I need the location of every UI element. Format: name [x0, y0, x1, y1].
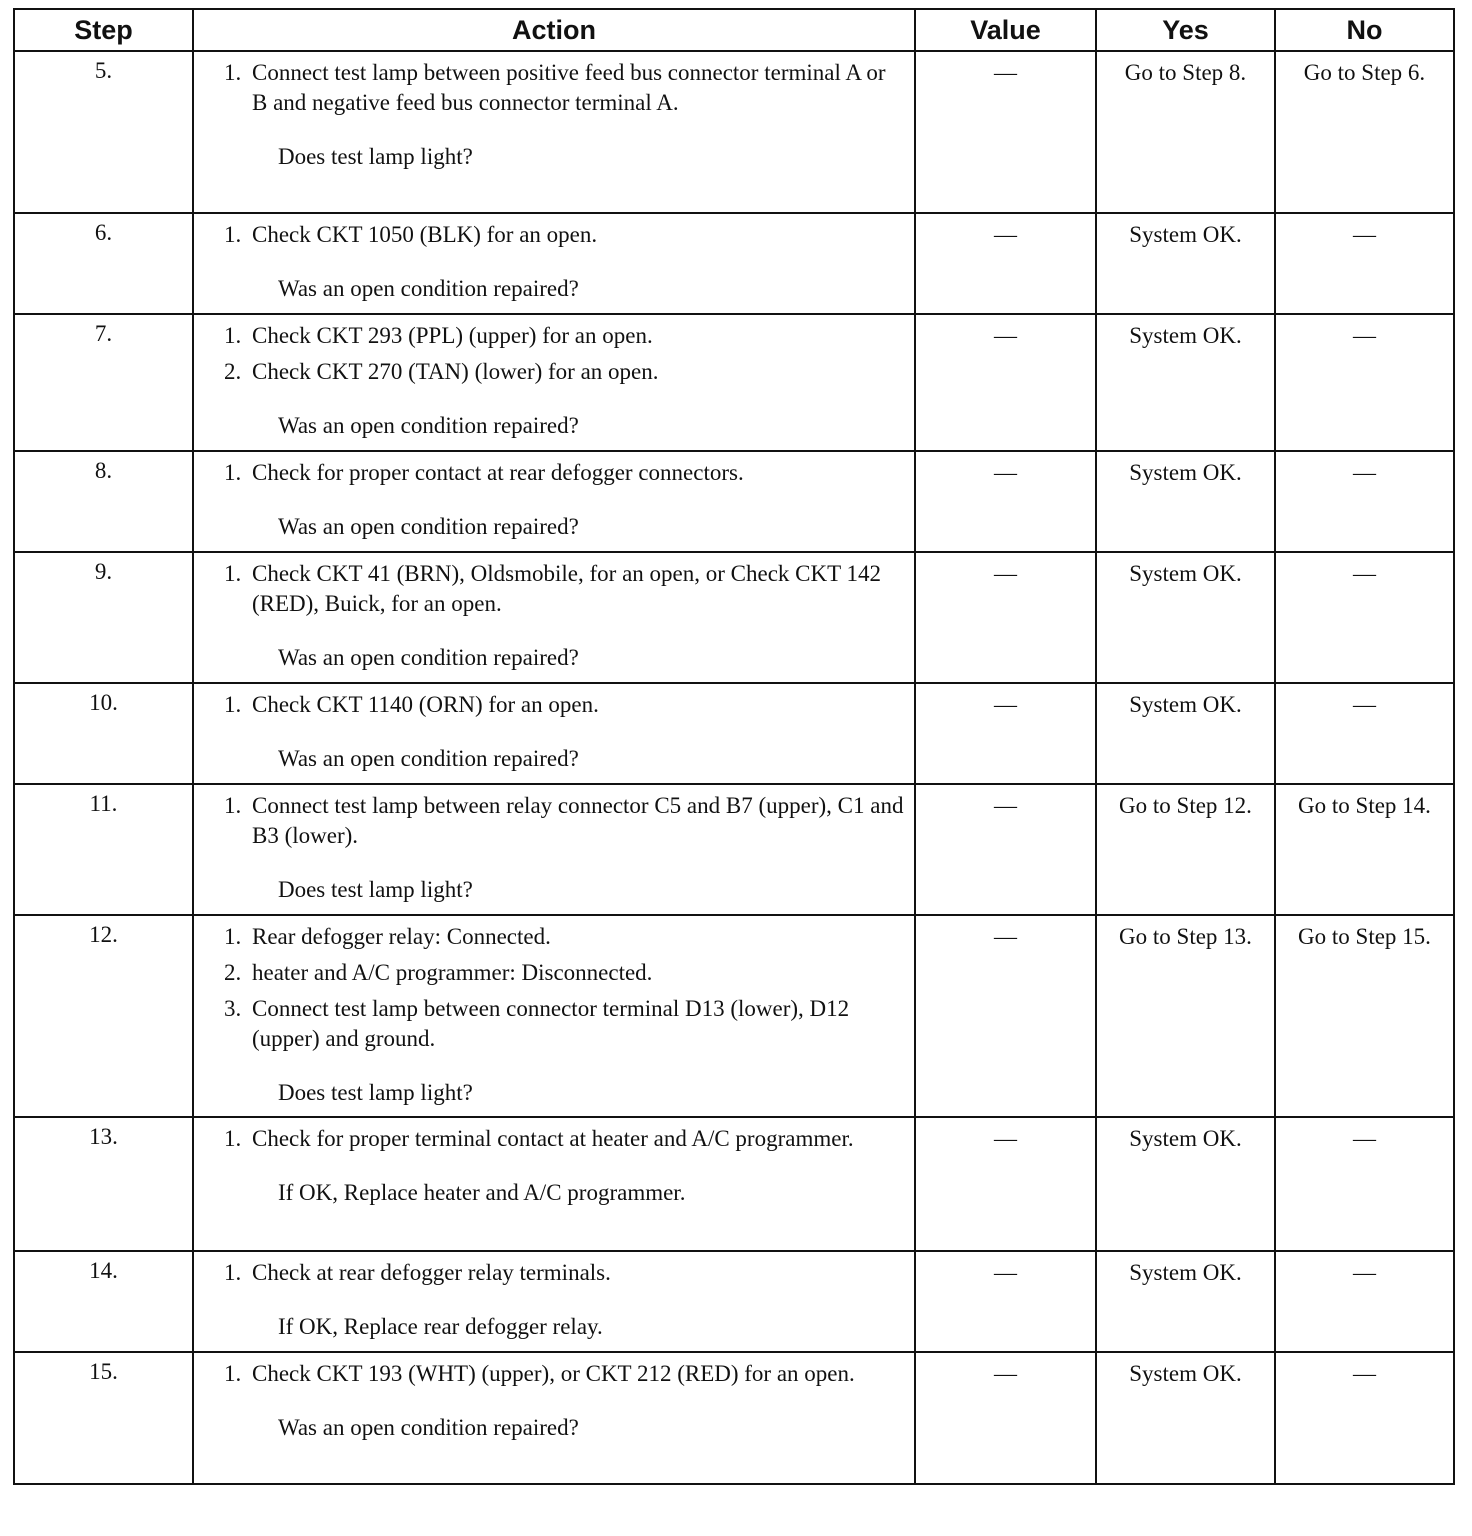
- header-action: Action: [193, 9, 915, 51]
- step-number: 7.: [14, 314, 193, 451]
- action-item-number: 1.: [223, 1260, 242, 1285]
- value-cell: —: [915, 784, 1096, 915]
- no-cell: —: [1275, 552, 1454, 683]
- no-cell: —: [1275, 1352, 1454, 1484]
- action-cell: [193, 683, 915, 784]
- action-item-text: Check CKT 1050 (BLK) for an open.: [251, 222, 598, 247]
- step-number: 5.: [14, 51, 193, 213]
- action-cell: [193, 1352, 915, 1484]
- no-cell: —: [1275, 213, 1454, 314]
- action-question: Does test lamp light?: [277, 877, 473, 902]
- action-list: [224, 58, 906, 118]
- action-item: [224, 1359, 906, 1389]
- action-item: [224, 220, 906, 250]
- action-item-number: 3.: [223, 996, 242, 1021]
- table-row: [14, 784, 1454, 915]
- table-row: [14, 451, 1454, 552]
- action-cell: [193, 1117, 915, 1251]
- action-question: Was an open condition repaired?: [277, 746, 579, 771]
- action-question: Was an open condition repaired?: [277, 1415, 579, 1440]
- action-item: [224, 559, 906, 619]
- no-cell: Go to Step 14.: [1275, 784, 1454, 915]
- action-item-text: Rear defogger relay: Connected.: [251, 924, 551, 949]
- action-question: Was an open condition repaired?: [277, 276, 579, 301]
- action-question: Was an open condition repaired?: [277, 514, 579, 539]
- value-cell: —: [915, 1117, 1096, 1251]
- step-number: 10.: [14, 683, 193, 784]
- no-cell: —: [1275, 683, 1454, 784]
- action-cell: [193, 552, 915, 683]
- table-row: [14, 213, 1454, 314]
- action-item-text: Connect test lamp between connector terminal D13 (lower), D12 (upper) and ground.: [251, 996, 850, 1051]
- action-item-text: Check CKT 293 (PPL) (upper) for an open.: [251, 323, 653, 348]
- yes-cell: System OK.: [1096, 451, 1275, 552]
- action-list: [224, 1359, 906, 1389]
- value-cell: —: [915, 213, 1096, 314]
- action-item: [224, 958, 906, 988]
- action-item-number: 2.: [223, 359, 242, 384]
- value-cell: —: [915, 314, 1096, 451]
- header-step: Step: [14, 9, 193, 51]
- header-row: [14, 9, 1454, 51]
- action-item-text: Check for proper contact at rear defogger connectors.: [251, 460, 744, 485]
- action-item-number: 1.: [223, 692, 242, 717]
- value-cell: —: [915, 683, 1096, 784]
- action-item: [224, 690, 906, 720]
- step-number: 6.: [14, 213, 193, 314]
- step-number: 9.: [14, 552, 193, 683]
- action-list: [224, 690, 906, 720]
- action-question: Was an open condition repaired?: [277, 413, 579, 438]
- action-list: [224, 321, 906, 387]
- action-item: [224, 458, 906, 488]
- action-question: Was an open condition repaired?: [277, 645, 579, 670]
- action-cell: [193, 784, 915, 915]
- action-item: [224, 922, 906, 952]
- action-list: [224, 458, 906, 488]
- action-question: If OK, Replace rear defogger relay.: [277, 1314, 603, 1339]
- action-item: [224, 1124, 906, 1154]
- yes-cell: System OK.: [1096, 213, 1275, 314]
- yes-cell: System OK.: [1096, 1117, 1275, 1251]
- no-cell: Go to Step 15.: [1275, 915, 1454, 1117]
- action-item-number: 1.: [223, 1126, 242, 1151]
- action-question: If OK, Replace heater and A/C programmer.: [277, 1180, 686, 1205]
- value-cell: —: [915, 552, 1096, 683]
- yes-cell: System OK.: [1096, 683, 1275, 784]
- action-item-text: Check CKT 41 (BRN), Oldsmobile, for an open, or Check CKT 142 (RED), Buick, for an open.: [251, 561, 882, 616]
- yes-cell: System OK.: [1096, 552, 1275, 683]
- table-row: [14, 552, 1454, 683]
- action-item-number: 1.: [223, 60, 242, 85]
- action-item: [224, 357, 906, 387]
- action-item-text: Connect test lamp between positive feed bus connector terminal A or B and negative feed bus connector terminal A.: [251, 60, 886, 115]
- action-item-text: Connect test lamp between relay connector C5 and B7 (upper), C1 and B3 (lower).: [251, 793, 904, 848]
- action-cell: [193, 915, 915, 1117]
- no-cell: —: [1275, 1117, 1454, 1251]
- header-yes: Yes: [1096, 9, 1275, 51]
- action-item-number: 1.: [223, 460, 242, 485]
- table-row: [14, 51, 1454, 213]
- no-cell: —: [1275, 1251, 1454, 1352]
- header-no: No: [1275, 9, 1454, 51]
- value-cell: —: [915, 1251, 1096, 1352]
- table-row: [14, 1352, 1454, 1484]
- action-question: Does test lamp light?: [277, 144, 473, 169]
- step-number: 13.: [14, 1117, 193, 1251]
- action-item-text: Check for proper terminal contact at heater and A/C programmer.: [251, 1126, 854, 1151]
- step-number: 15.: [14, 1352, 193, 1484]
- no-cell: Go to Step 6.: [1275, 51, 1454, 213]
- action-item-number: 1.: [223, 561, 242, 586]
- value-cell: —: [915, 51, 1096, 213]
- action-cell: [193, 451, 915, 552]
- action-list: [224, 1124, 906, 1154]
- action-cell: [193, 314, 915, 451]
- action-item-text: heater and A/C programmer: Disconnected.: [251, 960, 653, 985]
- action-item-number: 2.: [223, 960, 242, 985]
- action-item-text: Check CKT 193 (WHT) (upper), or CKT 212 (RED) for an open.: [251, 1361, 855, 1386]
- step-number: 12.: [14, 915, 193, 1117]
- action-item-number: 1.: [223, 323, 242, 348]
- value-cell: —: [915, 451, 1096, 552]
- table-row: [14, 915, 1454, 1117]
- step-number: 14.: [14, 1251, 193, 1352]
- action-list: [224, 791, 906, 851]
- table-row: [14, 683, 1454, 784]
- yes-cell: System OK.: [1096, 314, 1275, 451]
- action-item-number: 1.: [223, 1361, 242, 1386]
- action-item: [224, 1258, 906, 1288]
- yes-cell: System OK.: [1096, 1251, 1275, 1352]
- action-list: [224, 559, 906, 619]
- diagnostic-table: [13, 8, 1455, 1485]
- step-number: 8.: [14, 451, 193, 552]
- no-cell: —: [1275, 314, 1454, 451]
- step-number: 11.: [14, 784, 193, 915]
- action-list: [224, 220, 906, 250]
- no-cell: —: [1275, 451, 1454, 552]
- yes-cell: Go to Step 8.: [1096, 51, 1275, 213]
- value-cell: —: [915, 1352, 1096, 1484]
- action-cell: [193, 1251, 915, 1352]
- action-list: [224, 922, 906, 1054]
- action-item: [224, 994, 906, 1054]
- value-cell: —: [915, 915, 1096, 1117]
- action-cell: [193, 51, 915, 213]
- action-item-number: 1.: [223, 924, 242, 949]
- action-item: [224, 321, 906, 351]
- action-item-number: 1.: [223, 793, 242, 818]
- action-question: Does test lamp light?: [277, 1080, 473, 1105]
- table-row: [14, 1117, 1454, 1251]
- header-value: Value: [915, 9, 1096, 51]
- action-item: [224, 58, 906, 118]
- action-item-text: Check CKT 1140 (ORN) for an open.: [251, 692, 599, 717]
- action-cell: [193, 213, 915, 314]
- yes-cell: System OK.: [1096, 1352, 1275, 1484]
- action-item-number: 1.: [223, 222, 242, 247]
- yes-cell: Go to Step 13.: [1096, 915, 1275, 1117]
- table-row: [14, 1251, 1454, 1352]
- action-item-text: Check at rear defogger relay terminals.: [251, 1260, 611, 1285]
- action-item: [224, 791, 906, 851]
- action-item-text: Check CKT 270 (TAN) (lower) for an open.: [251, 359, 659, 384]
- table-row: [14, 314, 1454, 451]
- action-list: [224, 1258, 906, 1288]
- yes-cell: Go to Step 12.: [1096, 784, 1275, 915]
